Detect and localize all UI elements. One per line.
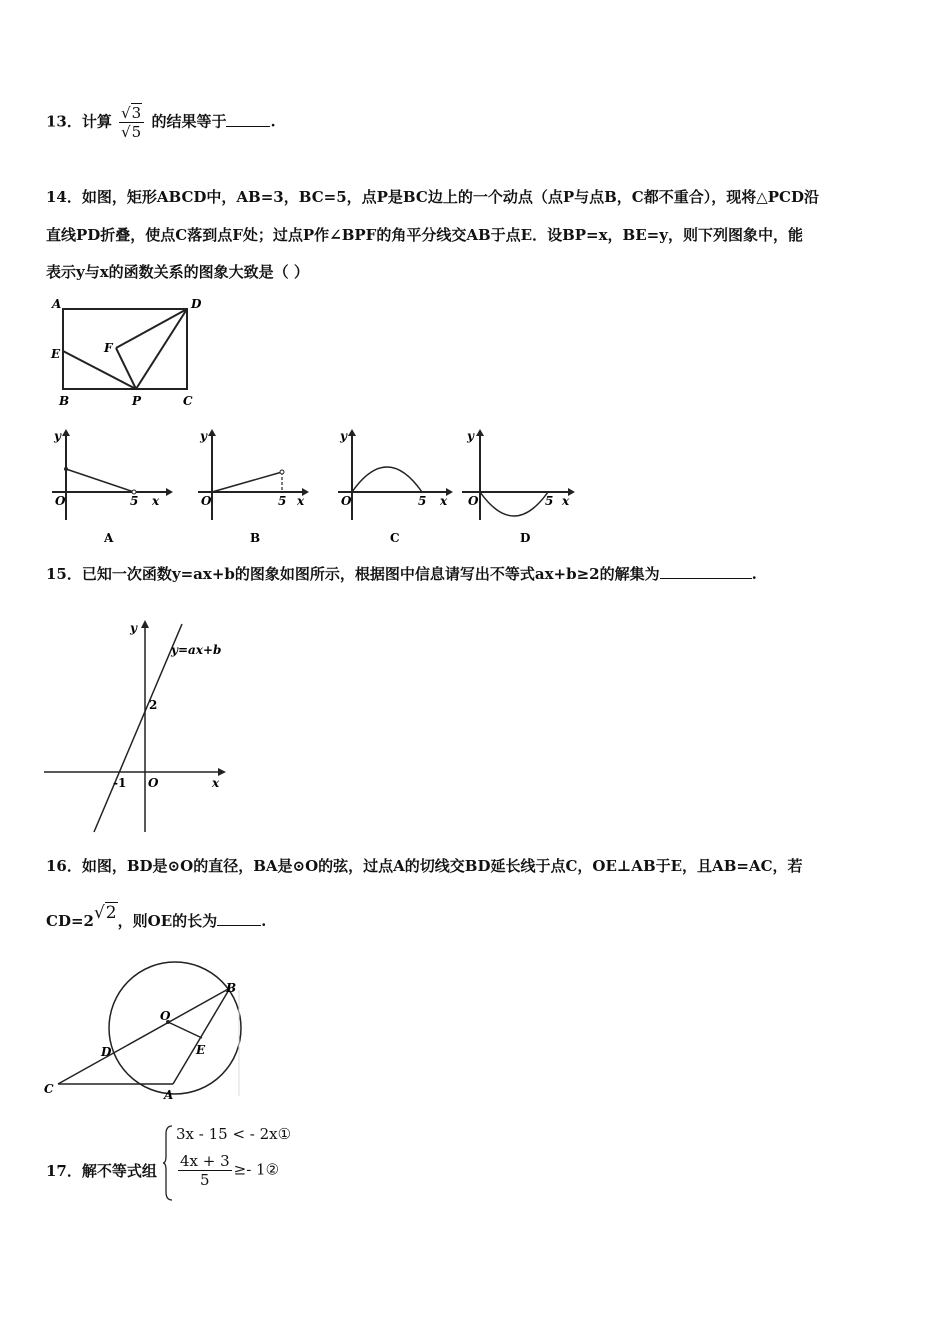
- graph-C-tick: 5: [418, 494, 427, 508]
- q13-suffix: 的结果等于: [151, 112, 227, 131]
- q14-line-1: 14．如图，矩形ABCD中，AB=3，BC=5，点P是BC边上的一个动点（点P与点B，C都不重合），现将△PCD沿: [46, 188, 819, 206]
- graph-B-origin: O: [201, 494, 212, 508]
- q14-graph-B: [192, 428, 317, 546]
- q16-label-D: D: [101, 1045, 112, 1059]
- q13-numerator: √3: [119, 104, 144, 123]
- q15-tick-neg1: -1: [113, 776, 127, 790]
- q15-text: 15．已知一次函数y=ax+b的图象如图所示，根据图中信息请写出不等式ax+b≥2的解集为: [46, 565, 660, 583]
- q13-answer-blank: [226, 114, 270, 127]
- q15-origin: O: [148, 776, 159, 790]
- q16-circle-figure: [40, 972, 250, 1106]
- q15-linear-function-figure: [40, 616, 240, 834]
- graph-D-y: y: [467, 429, 474, 443]
- graph-A-origin: O: [55, 494, 66, 508]
- graph-B-tick: 5: [278, 494, 287, 508]
- q16-sqrt: √2: [93, 903, 117, 923]
- q14-label-F: F: [104, 341, 113, 355]
- q16-answer-blank: [217, 913, 261, 926]
- q15-end: .: [751, 565, 757, 583]
- q13-end: .: [270, 112, 276, 131]
- q13-prefix: 13．计算: [46, 112, 112, 131]
- graph-B-x: x: [297, 494, 305, 508]
- q16-label-E: E: [196, 1043, 206, 1057]
- q15-line-label: y=ax+b: [171, 643, 222, 657]
- q14-graph-A: [46, 428, 171, 546]
- q14-label-P: P: [132, 394, 142, 408]
- q14-rectangle-figure: [46, 296, 206, 412]
- q17-fraction: [178, 1152, 232, 1189]
- graph-A-y: y: [54, 429, 61, 443]
- q16-label-B: B: [226, 981, 237, 995]
- q16-label-O: O: [160, 1009, 171, 1023]
- graph-C-label: C: [390, 531, 400, 545]
- graph-C-origin: O: [341, 494, 352, 508]
- q17-denominator: 5: [200, 1171, 210, 1189]
- q17-rhs: ≥- 1②: [233, 1160, 280, 1179]
- q15-x-label: x: [212, 776, 220, 790]
- graph-A-label: A: [104, 531, 114, 545]
- q16-cd-prefix: CD=2: [46, 912, 94, 930]
- q16-cd-suffix: ，则OE的长为: [117, 912, 218, 930]
- q17-inequality-1: 3x - 15 < - 2x①: [176, 1125, 292, 1143]
- q14-graph-D: [458, 428, 583, 546]
- q14-label-B: B: [59, 394, 70, 408]
- graph-A-x: x: [152, 494, 160, 508]
- q14-label-A: A: [52, 297, 62, 311]
- q14-label-D: D: [191, 297, 202, 311]
- q17-inequality-2: [176, 1152, 279, 1189]
- q13-denominator: √5: [121, 123, 142, 141]
- graph-D-origin: O: [468, 494, 479, 508]
- q16-line-2: [46, 903, 267, 931]
- q15-answer-blank: [660, 566, 752, 579]
- graph-D-label: D: [520, 531, 531, 545]
- question-15: [46, 563, 757, 584]
- graph-A-tick: 5: [130, 494, 139, 508]
- q14-line-3: 表示y与x的函数关系的图象大致是（ ）: [46, 263, 309, 281]
- question-13: [46, 104, 276, 141]
- q17-numerator: 4x + 3: [180, 1152, 230, 1170]
- graph-C-x: x: [440, 494, 448, 508]
- graph-B-label: B: [250, 531, 261, 545]
- q16-end: .: [261, 912, 267, 930]
- graph-B-y: y: [200, 429, 207, 443]
- q14-label-E: E: [51, 347, 61, 361]
- q14-graph-C: [334, 428, 459, 546]
- q15-y-label: y: [130, 621, 137, 635]
- q13-fraction: [119, 104, 144, 141]
- q16-label-A: A: [164, 1088, 174, 1102]
- q17-brace: [162, 1124, 174, 1202]
- q14-label-C: C: [183, 394, 193, 408]
- q17-prefix: 17．解不等式组: [46, 1162, 157, 1180]
- graph-D-tick: 5: [545, 494, 554, 508]
- q16-label-C: C: [44, 1082, 54, 1096]
- q15-tick-2: 2: [149, 698, 158, 712]
- graph-D-x: x: [562, 494, 570, 508]
- q16-line-1: 16．如图，BD是⊙O的直径，BA是⊙O的弦，过点A的切线交BD延长线于点C，OE⊥AB于E，且AB=AC，若: [46, 857, 803, 875]
- graph-C-y: y: [340, 429, 347, 443]
- q14-line-2: 直线PD折叠，使点C落到点F处；过点P作∠BPF的角平分线交AB于点E．设BP=x，BE=y，则下列图象中，能: [46, 226, 803, 244]
